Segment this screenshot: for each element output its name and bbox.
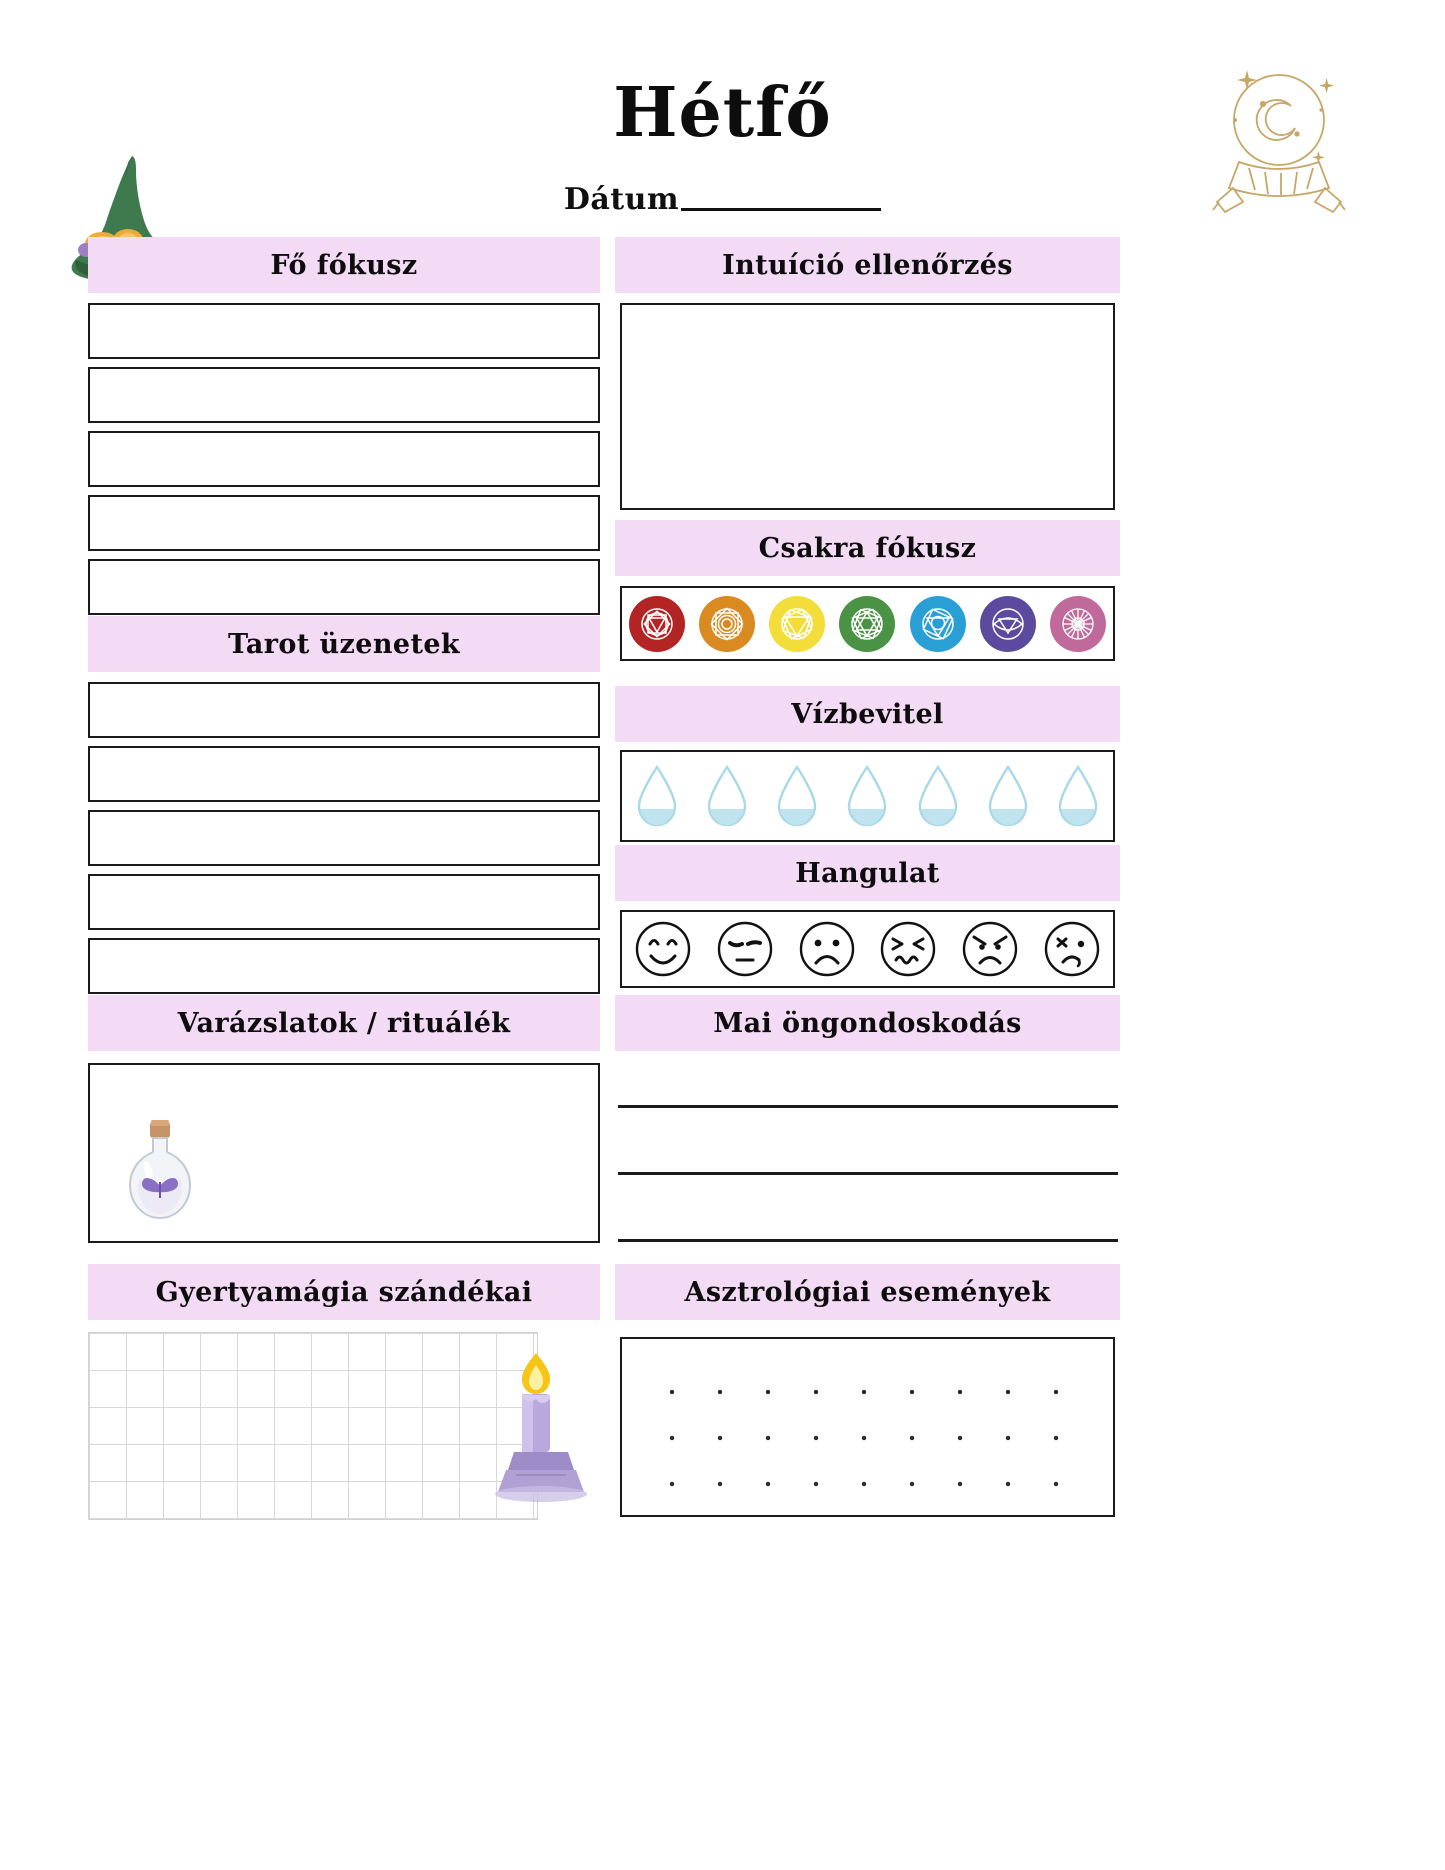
selfcare-heading: Mai öngondoskodás bbox=[615, 995, 1120, 1051]
date-label: Dátum bbox=[563, 182, 680, 217]
astrology-heading: Asztrológiai események bbox=[615, 1264, 1120, 1320]
third-eye-chakra-icon[interactable] bbox=[980, 596, 1036, 652]
heart-chakra-icon[interactable] bbox=[839, 596, 895, 652]
astrology-dotgrid bbox=[648, 1369, 1087, 1489]
sick-face-icon bbox=[1041, 918, 1103, 980]
main-focus-line-3[interactable] bbox=[88, 431, 600, 487]
main-focus-line-2[interactable] bbox=[88, 367, 600, 423]
water-drop-icon-2 bbox=[703, 764, 751, 828]
root-chakra-icon[interactable] bbox=[629, 596, 685, 652]
page-title: Hétfő bbox=[613, 73, 832, 153]
water-drop-icon-1 bbox=[633, 764, 681, 828]
water-drop-icon-4 bbox=[843, 764, 891, 828]
spells-heading: Varázslatok / rituálék bbox=[88, 995, 600, 1051]
angry-face-icon bbox=[959, 918, 1021, 980]
sacral-chakra-icon[interactable] bbox=[699, 596, 755, 652]
selfcare-line-3[interactable] bbox=[618, 1239, 1118, 1242]
water-intake-heading: Vízbevitel bbox=[615, 686, 1120, 742]
mood-heading: Hangulat bbox=[615, 845, 1120, 901]
tarot-line-1[interactable] bbox=[88, 682, 600, 738]
water-drop-icon-3 bbox=[773, 764, 821, 828]
candle-icon bbox=[486, 1345, 596, 1510]
water-drop-icon-6 bbox=[984, 764, 1032, 828]
potion-bottle-icon bbox=[120, 1116, 200, 1226]
intuition-textarea[interactable] bbox=[620, 303, 1115, 510]
chakra-selector[interactable] bbox=[620, 586, 1115, 661]
tarot-line-2[interactable] bbox=[88, 746, 600, 802]
crown-chakra-icon[interactable] bbox=[1050, 596, 1106, 652]
tarot-heading: Tarot üzenetek bbox=[88, 616, 600, 672]
tarot-line-5[interactable] bbox=[88, 938, 600, 994]
sad-face-icon bbox=[796, 918, 858, 980]
mood-tracker[interactable] bbox=[620, 910, 1115, 988]
chakra-heading: Csakra fókusz bbox=[615, 520, 1120, 576]
water-drop-icon-5 bbox=[914, 764, 962, 828]
neutral-face-icon bbox=[714, 918, 776, 980]
candle-magic-grid[interactable] bbox=[88, 1332, 538, 1520]
date-input-line[interactable] bbox=[681, 208, 881, 211]
tarot-line-4[interactable] bbox=[88, 874, 600, 930]
main-focus-line-1[interactable] bbox=[88, 303, 600, 359]
astrology-dotgrid-box[interactable] bbox=[620, 1337, 1115, 1517]
solar-plexus-chakra-icon[interactable] bbox=[769, 596, 825, 652]
tarot-line-3[interactable] bbox=[88, 810, 600, 866]
selfcare-line-2[interactable] bbox=[618, 1172, 1118, 1175]
main-focus-line-5[interactable] bbox=[88, 559, 600, 615]
water-intake-tracker[interactable] bbox=[620, 750, 1115, 842]
main-focus-line-4[interactable] bbox=[88, 495, 600, 551]
water-drop-icon-7 bbox=[1054, 764, 1102, 828]
happy-face-icon bbox=[632, 918, 694, 980]
distressed-face-icon bbox=[877, 918, 939, 980]
throat-chakra-icon[interactable] bbox=[910, 596, 966, 652]
selfcare-line-1[interactable] bbox=[618, 1105, 1118, 1108]
candle-magic-heading: Gyertyamágia szándékai bbox=[88, 1264, 600, 1320]
intuition-heading: Intuíció ellenőrzés bbox=[615, 237, 1120, 293]
main-focus-heading: Fő fókusz bbox=[88, 237, 600, 293]
crystal-ball-icon bbox=[1199, 58, 1359, 218]
